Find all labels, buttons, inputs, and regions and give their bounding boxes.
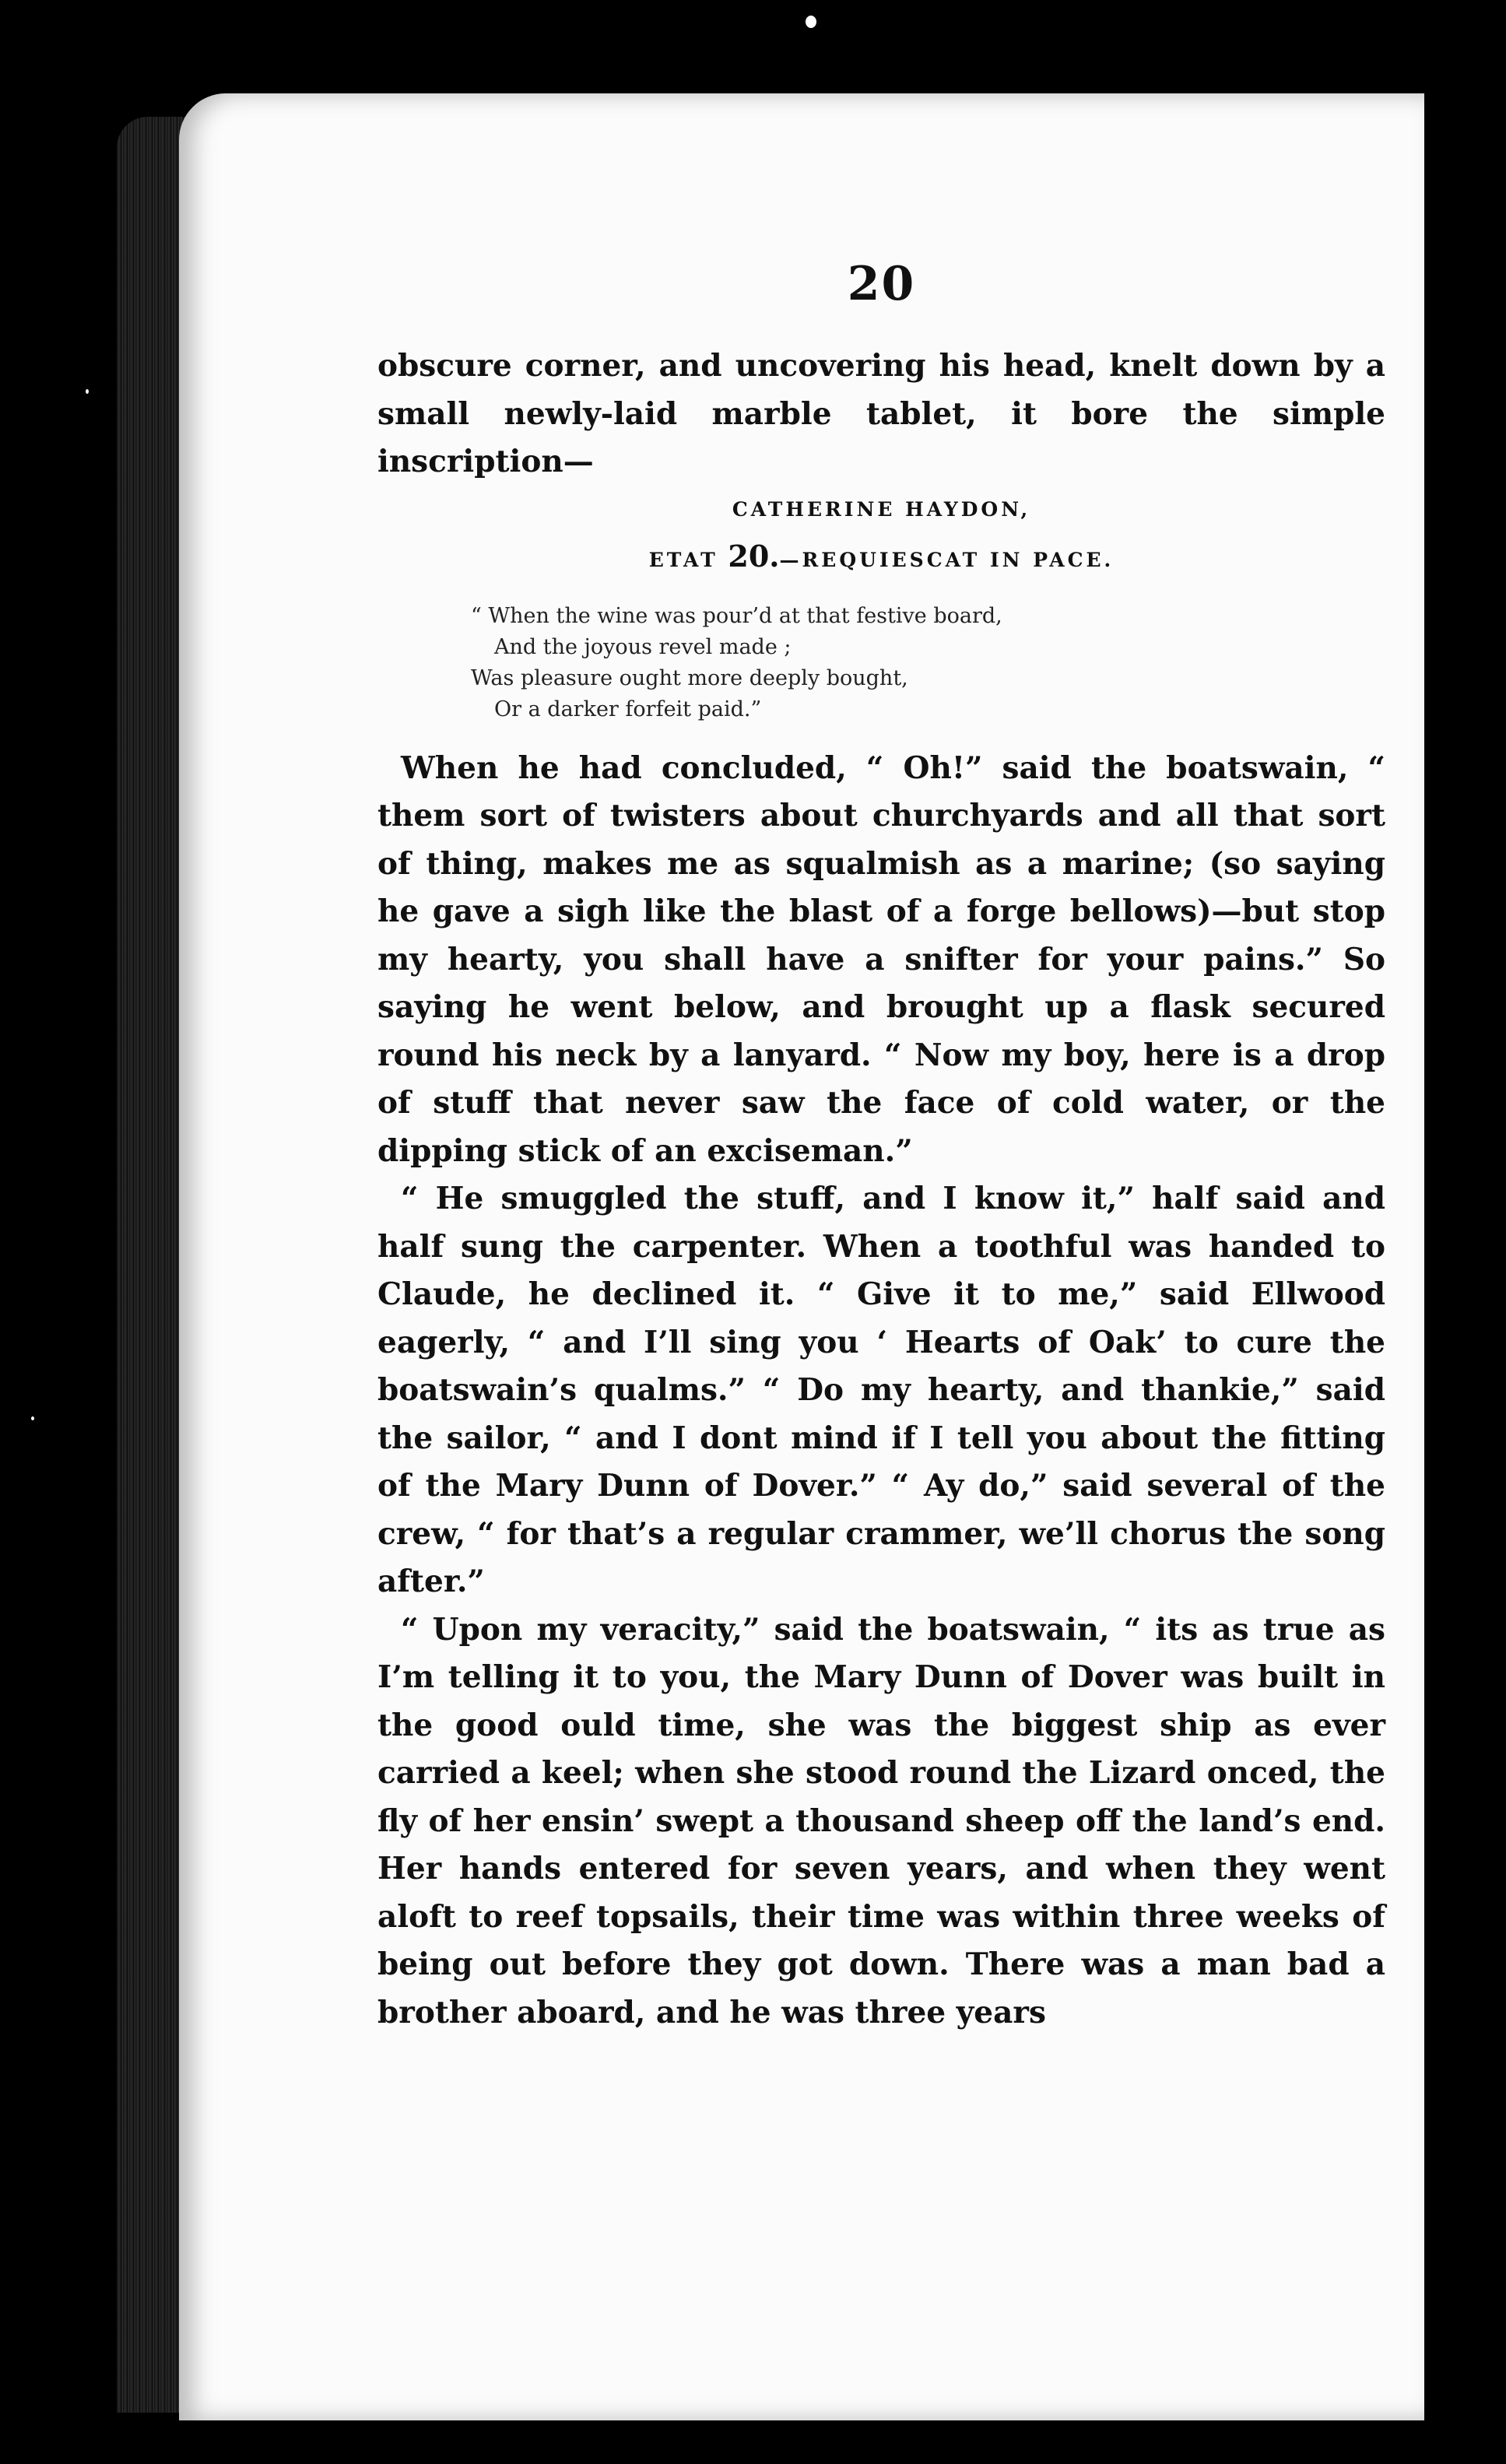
inscription-name: CATHERINE HAYDON, bbox=[732, 497, 1031, 521]
inscription-etat: ETAT bbox=[648, 548, 728, 571]
inscription-age: 20. bbox=[728, 538, 780, 574]
body-paragraph: “ He smuggled the stuff, and I know it,” half said and half sung the carpenter. When a toothful was handed to Claude, he declined it. “ Give it to me,” said Ellwood eagerly, “ and I’ll sing you ‘ Hearts of Oak’ to cure the boatswain’s qualms.” “ Do my hearty, and thankie,” said the sailor, “ and I dont mind if I tell you about the fitting of the Mary Dunn of Dover.” “ Ay do,” said several of the crew, “ for that’s a regular crammer, we’ll chorus the song after.” bbox=[377, 1181, 1385, 1599]
dust-speck bbox=[806, 16, 816, 28]
page-content bbox=[377, 257, 1385, 2037]
body-paragraph: When he had concluded, “ Oh!” said the boatswain, “ them sort of twisters about churchyards and all that sort of thing, makes me as squalmish as a marine; (so saying he gave a sigh like the blast of a forge bellows)—but stop my hearty, you shall have a snifter for your pains.” So saying he went below, and brought up a flask secured round his neck by a lanyard. “ Now my boy, here is a drop of stuff that never saw the face of cold water, or the dipping stick of an exciseman.” bbox=[377, 749, 1385, 1169]
verse-line: Or a darker forfeit paid.” bbox=[494, 697, 762, 721]
tablet-inscription bbox=[377, 486, 1385, 584]
dust-speck bbox=[86, 389, 89, 394]
body-paragraph: “ Upon my veracity,” said the boatswain, “ its as true as I’m telling it to you, the Mary Dunn of Dover was built in the good ould time, she was the biggest ship as ever carried a keel; when she stood round the Lizard onced, the fly of her ensin’ swept a thousand sheep off the land’s end. Her hands entered for seven years, and when they went aloft to reef topsails, their time was within three weeks of being out before they got down. There was a man bad a brother aboard, and he was three years bbox=[377, 1611, 1385, 2031]
verse-line: “ When the wine was pour’d at that festive board, bbox=[471, 603, 1002, 628]
verse-line: And the joyous revel made ; bbox=[494, 634, 792, 659]
opening-paragraph: obscure corner, and uncovering his head, knelt down by a small newly-laid marble tablet, it bore the simple inscription— bbox=[377, 348, 1385, 479]
dust-speck bbox=[31, 1416, 34, 1420]
inscription-epitaph bbox=[377, 533, 1385, 584]
inscription-requiescat: —REQUIESCAT IN PACE. bbox=[779, 548, 1115, 571]
verse-line: Was pleasure ought more deeply bought, bbox=[471, 665, 908, 690]
page-number: 20 bbox=[847, 257, 916, 311]
verse-quote bbox=[471, 601, 1385, 725]
